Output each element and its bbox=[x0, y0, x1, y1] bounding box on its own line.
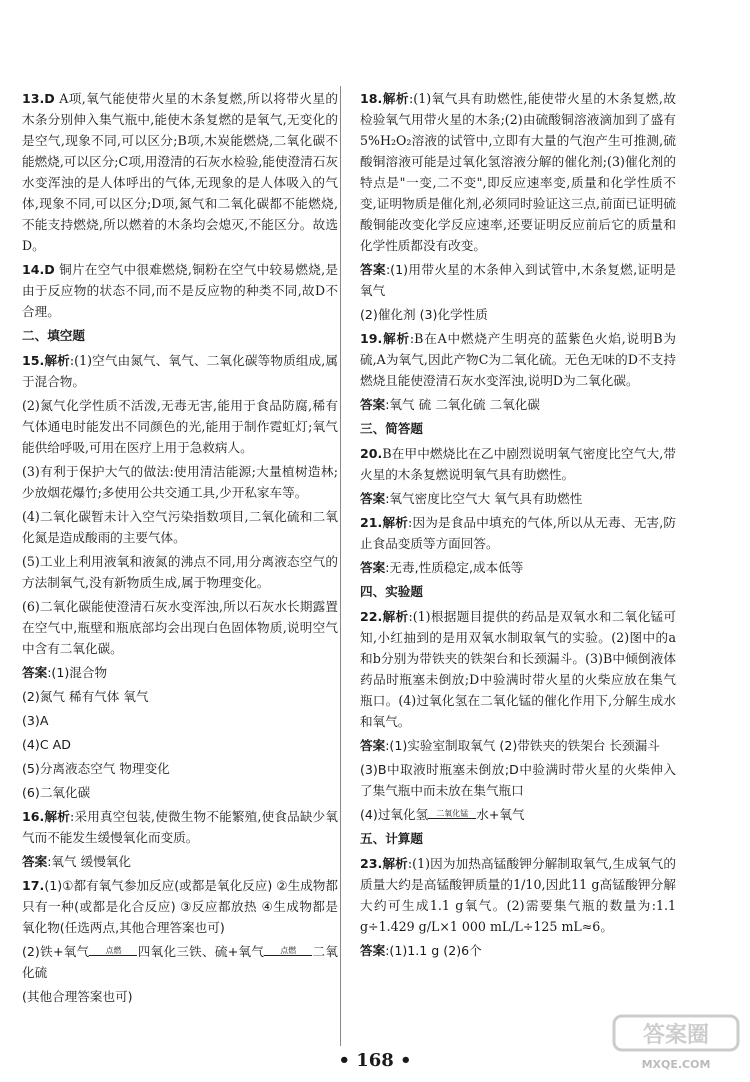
answer-text: (2)催化剂 (3)化学性质 bbox=[360, 307, 488, 322]
answer-text: (1)①都有氧气参加反应(或都是氧化反应) ②生成物都只有一种(或都是化合反应) ③反应都放热 ④生成物都是氧化物(任选两点,其他合理答案也可) bbox=[22, 878, 338, 935]
answer-label: 答案 bbox=[360, 738, 386, 753]
answer-label: 答案 bbox=[360, 397, 386, 412]
analysis-text: :(1)空气由氮气、氧气、二氧化碳等物质组成,属于混合物。 bbox=[22, 353, 339, 389]
answer-label: 答案 bbox=[360, 262, 386, 277]
question-text: B在甲中燃烧比在乙中剧烈说明氧气密度比空气大,带火星的木条复燃说明氧气具有助燃性。 bbox=[360, 446, 676, 482]
equation-part: (2)铁+氧气 bbox=[22, 944, 90, 959]
answer-text: (3)B中取液时瓶塞未倒放;D中验满时带火星的火柴伸入了集气瓶中而未放在集气瓶口 bbox=[360, 762, 676, 798]
question-14 bbox=[22, 259, 338, 322]
question-number: 22. bbox=[360, 609, 383, 624]
answer-text: (4)C AD bbox=[22, 737, 71, 752]
answer-text: (3)A bbox=[22, 713, 49, 728]
answer-label: 答案 bbox=[360, 560, 386, 575]
answer-label: 答案 bbox=[22, 665, 48, 680]
answer-text: (6)二氧化碳 bbox=[22, 785, 91, 800]
question-number: 19. bbox=[360, 331, 383, 346]
question-19 bbox=[360, 328, 676, 415]
question-number: 17. bbox=[22, 878, 45, 893]
answer-text: :(1)用带火星的木条伸入到试管中,木条复燃,证明是氧气 bbox=[360, 262, 677, 298]
answer-text: :(1)实验室制取氧气 (2)带铁夹的铁架台 长颈漏斗 bbox=[385, 738, 660, 753]
equation-part: 二氧化硫 bbox=[22, 944, 338, 980]
analysis-label: 解析 bbox=[382, 515, 409, 530]
analysis-text: :(1)根据题目提供的药品是双氧水和二氧化锰可知,小红抽到的是用双氧水制取氧气的实验。(2)图中的a和b分别为带铁夹的铁架台和长颈漏斗。(3)B中倾倒液体药品时瓶塞未倒放;D中验满时带火星的火柴应放在集气瓶口。(4)过氧化氢在二氧化锰的催化作用下,分解生成水和氧气。 bbox=[360, 609, 677, 729]
question-number: 14.D bbox=[22, 262, 55, 277]
reaction-condition: 点燃 bbox=[280, 946, 297, 955]
analysis-text: :(1)因为加热高锰酸钾分解制取氧气,生成氧气的质量大约是高锰酸钾质量的1/10,因此11 g高锰酸钾分解大约可生成1.1 g氧气。(2)需要集气瓶的数量为:1.1 g÷1.429 g/L×1 000 mL/L÷125 mL≈6。 bbox=[360, 856, 677, 934]
section-heading: 二、填空题 bbox=[22, 328, 85, 343]
answer-text: :(1)1.1 g (2)6个 bbox=[385, 943, 482, 958]
reaction-arrow bbox=[264, 946, 312, 959]
analysis-label: 解析 bbox=[382, 331, 410, 346]
answer-label: 答案 bbox=[360, 943, 386, 958]
watermark-title: 答案圈 bbox=[642, 1023, 710, 1048]
equation-line bbox=[22, 941, 338, 983]
equation-part: 水+氧气 bbox=[476, 807, 525, 822]
equation-part: 四氧化三铁、硫+氧气 bbox=[137, 944, 265, 959]
question-number: 20. bbox=[360, 446, 383, 461]
analysis-text: (3)有利于保护大气的做法:使用清洁能源;大量植树造林;少放烟花爆竹;多使用公共交通工具,少开私家车等。 bbox=[22, 464, 338, 500]
analysis-text: :采用真空包装,使微生物不能繁殖,使食品缺少氧气而不能发生缓慢氧化而变质。 bbox=[22, 809, 339, 845]
question-text: A项,氧气能使带火星的木条复燃,所以将带火星的木条分别伸入集气瓶中,能使木条复燃的是氧气,无变化的是空气,现象不同,可以区分;B项,木炭能燃烧,二氧化碳不能燃烧,可以区分;C项,用澄清的石灰水检验,能使澄清石灰水变浑浊的是人体呼出的气体,无现象的是人体吸入的气体,现象不同,可以区分;D项,氮气和二氧化碳都不能燃烧,不能支持燃烧,所以燃着的木条均会熄灭,不能区分。故选D。 bbox=[22, 91, 338, 253]
reaction-arrow bbox=[89, 946, 137, 959]
answer-text: :氧气密度比空气大 氧气具有助燃性 bbox=[385, 491, 583, 506]
answer-text: :氧气 缓慢氧化 bbox=[47, 854, 131, 869]
question-number: 15. bbox=[22, 353, 45, 368]
answer-text: :无毒,性质稳定,成本低等 bbox=[385, 560, 524, 575]
analysis-text: :(1)氧气具有助燃性,能使带火星的木条复燃,故检验氧气用带火星的木条;(2)由硫酸铜溶液滴加到了盛有5%H₂O₂溶液的试管中,立即有大量的气泡产生可推测,硫酸铜溶液可能是过氧化氢溶液分解的催化剂;(3)催化剂的特点是"一变,二不变",即反应速率变,质量和化学性质不变,证明物质是催化剂,必须同时验证这三点,前面已证明硫酸铜能改变化学反应速率,还要证明反应前后它的质量和化学性质都没有改变。 bbox=[360, 91, 676, 253]
question-18 bbox=[360, 88, 676, 325]
analysis-label: 解析 bbox=[44, 809, 71, 824]
question-15 bbox=[22, 350, 338, 803]
analysis-text: (4)二氧化碳暂未计入空气污染指数项目,二氧化硫和二氧化氮是造成酸雨的主要气体。 bbox=[22, 509, 338, 545]
equation-line bbox=[360, 804, 676, 825]
reaction-arrow bbox=[428, 809, 476, 822]
question-21 bbox=[360, 512, 676, 578]
answer-label: 答案 bbox=[360, 491, 386, 506]
question-number: 13.D bbox=[22, 91, 55, 106]
analysis-label: 解析 bbox=[382, 856, 408, 871]
analysis-label: 解析 bbox=[382, 91, 410, 106]
answer-text: :氧气 硫 二氧化硫 二氧化碳 bbox=[385, 397, 540, 412]
watermark-logo bbox=[612, 1012, 740, 1074]
section-heading: 五、计算题 bbox=[360, 831, 423, 846]
right-column bbox=[360, 88, 676, 964]
question-17 bbox=[22, 875, 338, 1007]
reaction-condition: 点燃 bbox=[105, 946, 122, 955]
analysis-text: (5)工业上利用液氧和液氮的沸点不同,用分离液态空气的方法制氧气,没有新物质生成,属于物理变化。 bbox=[22, 554, 338, 590]
analysis-text: (6)二氧化碳能使澄清石灰水变浑浊,所以石灰水长期露置在空气中,瓶壁和瓶底部均会出现白色固体物质,说明空气中含有二氧化碳。 bbox=[22, 599, 338, 656]
question-20 bbox=[360, 443, 676, 509]
equation-part: (4)过氧化氢 bbox=[360, 807, 429, 822]
question-16 bbox=[22, 806, 338, 872]
analysis-text: :B在A中燃烧产生明亮的蓝紫色火焰,说明B为硫,A为氧气,因此产物C为二氧化硫。无色无味的D不支持燃烧且能使澄清石灰水变浑浊,说明D为二氧化碳。 bbox=[360, 331, 676, 388]
question-text: 铜片在空气中很难燃烧,铜粉在空气中较易燃烧,是由于反应物的状态不同,而不是反应物的种类不同,故D不合理。 bbox=[22, 262, 338, 319]
question-number: 18. bbox=[360, 91, 383, 106]
answer-text: (5)分离液态空气 物理变化 bbox=[22, 761, 170, 776]
answer-text: (其他合理答案也可) bbox=[22, 989, 133, 1004]
column-divider bbox=[340, 86, 341, 1046]
question-22 bbox=[360, 606, 676, 825]
analysis-text: :因为是食品中填充的气体,所以从无毒、无害,防止食品变质等方面回答。 bbox=[360, 515, 677, 551]
question-13 bbox=[22, 88, 338, 256]
analysis-label: 解析 bbox=[382, 609, 409, 624]
question-number: 23. bbox=[360, 856, 383, 871]
answer-text: :(1)混合物 bbox=[47, 665, 108, 680]
section-heading: 四、实验题 bbox=[360, 584, 423, 599]
analysis-label: 解析 bbox=[44, 353, 70, 368]
section-heading: 三、简答题 bbox=[360, 421, 423, 436]
question-number: 21. bbox=[360, 515, 383, 530]
reaction-condition: 二氧化锰 bbox=[436, 809, 469, 818]
question-number: 16. bbox=[22, 809, 45, 824]
question-23 bbox=[360, 853, 676, 961]
analysis-text: (2)氮气化学性质不活泼,无毒无害,能用于食品防腐,稀有气体通电时能发出不同颜色的光,能用于制作霓虹灯;氧气能供给呼吸,可用在医疗上用于急救病人。 bbox=[22, 398, 338, 455]
answer-text: (2)氮气 稀有气体 氧气 bbox=[22, 689, 149, 704]
left-column bbox=[22, 88, 338, 1010]
answer-label: 答案 bbox=[22, 854, 48, 869]
watermark-url: MXQE.COM bbox=[641, 1058, 711, 1071]
page-number: • 168 • bbox=[338, 1050, 412, 1071]
